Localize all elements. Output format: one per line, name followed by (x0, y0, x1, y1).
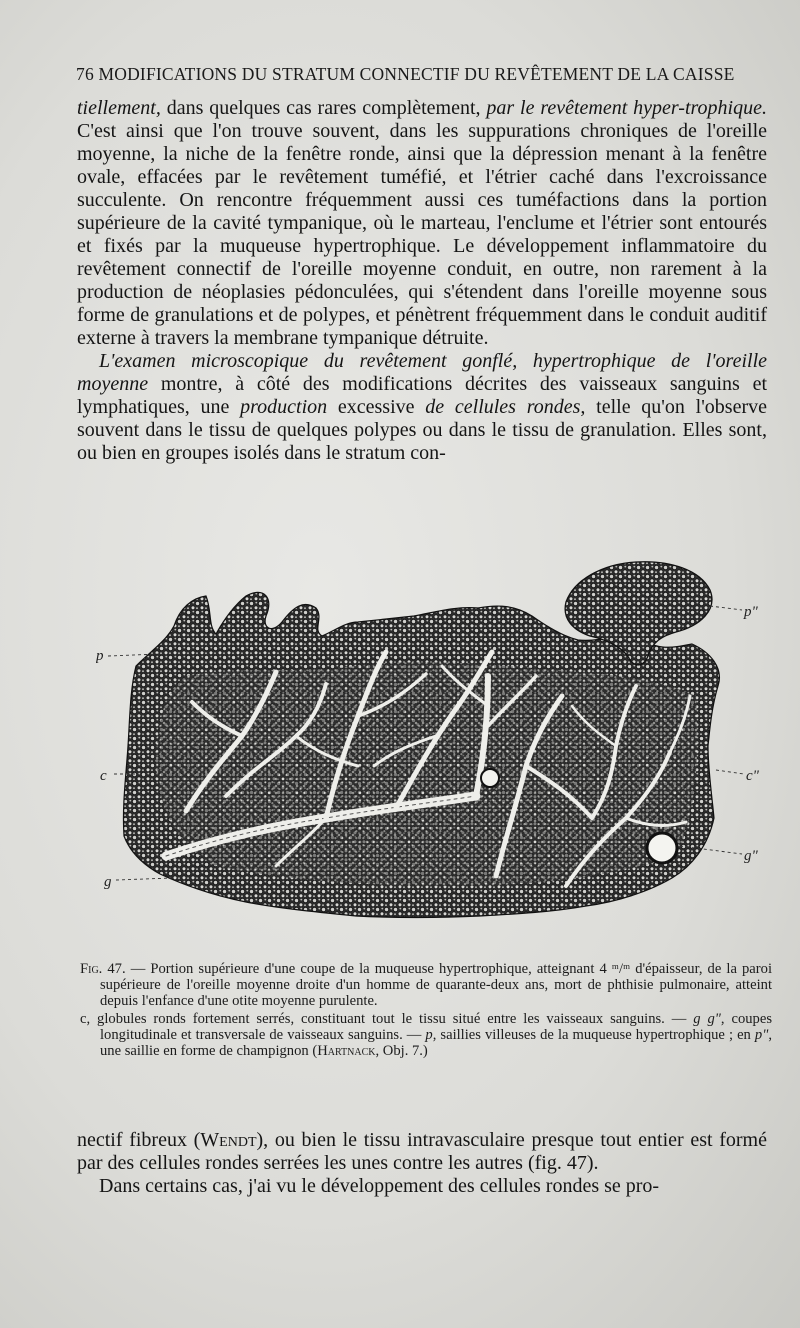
p2-italic-e: de cellules rondes, (425, 396, 586, 418)
caption-text-2f: p" (754, 1027, 769, 1043)
page-number: 76 (76, 64, 94, 84)
p2-italic-c: production (240, 396, 328, 418)
caption-author: Hartnack (317, 1043, 376, 1059)
body-text-top (77, 97, 767, 465)
caption-text-1: — Portion supérieure d'une coupe de la muqueuse hypertrophique, atteignant 4 ᵐ/ᵐ d'épaisseur, de la paroi supérieure de l'oreille moyenne droite d'un homme de quarante-deux ans, mort de phthisie pulmonaire, atteint depuis l'enfance d'une otite moyenne purulente. (100, 961, 772, 1009)
caption-text-2b: g g" (693, 1011, 721, 1027)
label-p-left: p (96, 648, 104, 664)
p3-text-c: ), ou bien le tissu intravasculaire presque tout entier est formé par des cellules rondes serrées les unes contre les autres (fig. 47). (77, 1129, 767, 1174)
caption-text-2g: , une saillie en forme de champignon ( (100, 1027, 772, 1059)
caption-line-2 (80, 1011, 772, 1059)
histology-figure (96, 556, 776, 936)
paragraph-4: Dans certains cas, j'ai vu le développement des cellules rondes se pro- (99, 1175, 660, 1197)
p2-text-f: telle qu'on l'observe souvent dans le tissu de quelques polypes ou dans le tissu de granulation. Elles sont, ou bien en groupes isolés dans le stratum con- (77, 396, 767, 464)
paragraph-1 (77, 97, 767, 350)
p2-text-d: excessive (327, 396, 426, 418)
p2-text-b: montre, à côté des modifications décrites des vaisseaux sanguins et lymphatiques, une (77, 373, 767, 418)
paragraph-3 (77, 1129, 767, 1175)
label-g-right: g" (744, 848, 758, 864)
p3-author: Wendt (200, 1129, 257, 1151)
p1-text-d: C'est ainsi que l'on trouve souvent, dans les suppurations chroniques de l'oreille moyenne, la niche de la fenêtre ronde, ainsi que la dépression menant à la fenêtre ovale, effacées par le revêtement tuméfié, et l'étrier caché dans l'excroissance succulente. On rencontre fréquemment aussi ces tuméfactions dans la portion supérieure de la cavité tympanique, où le marteau, l'enclume et l'étrier sont entourés et fixés par la muqueuse hypertrophique. Le développement inflammatoire du revêtement connectif de l'oreille moyenne conduit, en outre, non rarement à la production de néoplasies pédonculées, qui s'étendent dans l'oreille moyenne sous forme de granulations et de polypes, et pénètrent fréquemment dans le conduit auditif externe à travers la membrane tympanique détruite. (77, 120, 767, 349)
caption-line-1 (80, 961, 772, 1009)
caption-text-2d: p (425, 1027, 433, 1043)
p3-text-a: nectif fibreux ( (77, 1129, 201, 1151)
caption-text-2i: , Obj. 7.) (375, 1043, 428, 1059)
p1-italic-a: tiellement, (77, 97, 161, 119)
label-c-right: c" (746, 768, 759, 784)
running-header (76, 64, 776, 85)
p1-italic-c: par le revêtement hyper-trophique. (486, 97, 767, 119)
p1-text-b: dans quelques cas rares complètement, (160, 97, 487, 119)
running-title: MODIFICATIONS DU STRATUM CONNECTIF DU REVÊTEMENT DE LA CAISSE (98, 64, 735, 84)
caption-text-2a: c, globules ronds fortement serrés, constituant tout le tissu situé entre les vaisseaux sanguins. — (80, 1011, 694, 1027)
paragraph-2 (77, 350, 767, 465)
figure-number: Fig. 47. (80, 961, 126, 977)
caption-text-2e: , saillies villeuses de la muqueuse hypertrophique ; en (432, 1027, 755, 1043)
body-text-bottom (77, 1129, 767, 1198)
caption-text-2c: , coupes longitudinale et transversale de vaisseaux sanguins. — (100, 1011, 772, 1043)
figure-caption (80, 961, 772, 1061)
label-p-top: p" (744, 604, 758, 620)
label-c-left: c (100, 768, 107, 784)
label-g-left: g (104, 874, 112, 890)
p2-italic-a: L'examen microscopique du revêtement gonflé, hypertrophique de l'oreille moyenne (77, 350, 767, 395)
